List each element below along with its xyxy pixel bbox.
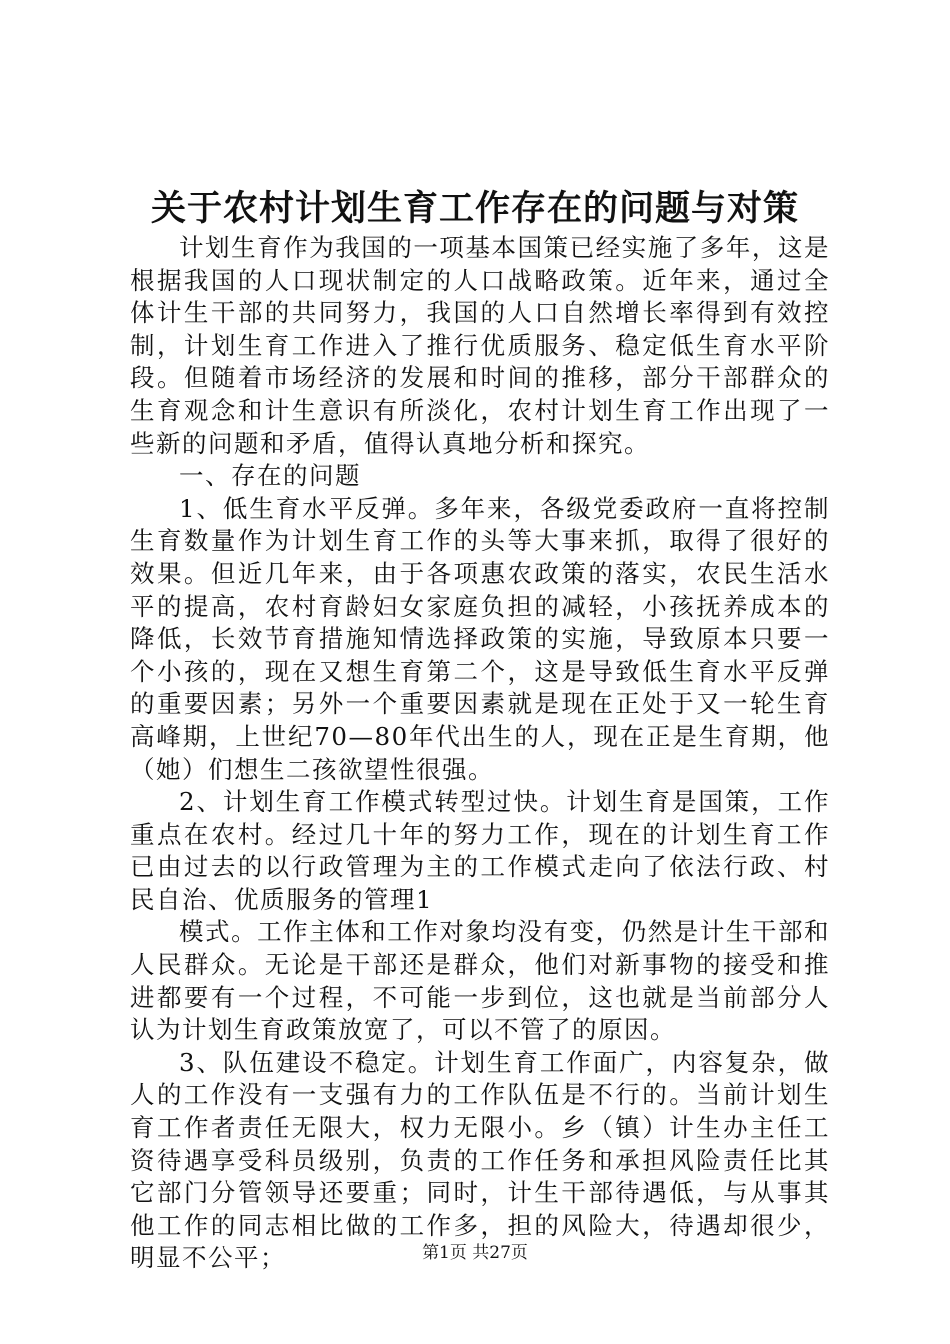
paragraph-item-2-continued: 模式。工作主体和工作对象均没有变，仍然是计生干部和人民群众。无论是干部还是群众，他们对新事物的接受和推进都要有一个过程，不可能一步到位，这也就是当前部分人认为计划生育政策放宽了，可以不管了的原因。 — [130, 917, 830, 1045]
paragraph-item-2: 2、计划生育工作模式转型过快。计划生育是国策，工作重点在农村。经过几十年的努力工作，现在的计划生育工作已由过去的以行政管理为主的工作模式走向了依法行政、村民自治、优质服务的管理1 — [130, 787, 830, 914]
paragraph-item-3: 3、队伍建设不稳定。计划生育工作面广，内容复杂，做人的工作没有一支强有力的工作队伍是不行的。当前计划生育工作者责任无限大，权力无限小。乡（镇）计生办主任工资待遇享受科员级别，负责的工作任务和承担风险责任比其它部门分管领导还要重；同时，计生干部待遇低，与从事其他工作的同志相比做的工作多，担的风险大，待遇却很少，明显不公平； — [130, 1047, 830, 1273]
document-body — [130, 232, 830, 1275]
page-footer: 第1页 共27页 — [422, 1243, 528, 1263]
document-title: 关于农村计划生育工作存在的问题与对策 — [150, 188, 799, 229]
section-heading: 一、存在的问题 — [179, 461, 361, 491]
paragraph-item-1: 1、低生育水平反弹。多年来，各级党委政府一直将控制生育数量作为计划生育工作的头等大事来抓，取得了很好的效果。但近几年来，由于各项惠农政策的落实，农民生活水平的提高，农村育龄妇女家庭负担的减轻，小孩抚养成本的降低，长效节育措施知情选择政策的实施，导致原本只要一个小孩的，现在又想生育第二个，这是导致低生育水平反弹的重要因素；另外一个重要因素就是现在正处于又一轮生育高峰期，上世纪70—80年代出生的人，现在正是生育期，他（她）们想生二孩欲望性很强。 — [130, 493, 830, 784]
paragraph-intro: 计划生育作为我国的一项基本国策已经实施了多年，这是根据我国的人口现状制定的人口战略政策。近年来，通过全体计生干部的共同努力，我国的人口自然增长率得到有效控制，计划生育工作进入了推行优质服务、稳定低生育水平阶段。但随着市场经济的发展和时间的推移，部分干部群众的生育观念和计生意识有所淡化，农村计划生育工作出现了一些新的问题和矛盾，值得认真地分析和探究。 — [130, 233, 830, 458]
